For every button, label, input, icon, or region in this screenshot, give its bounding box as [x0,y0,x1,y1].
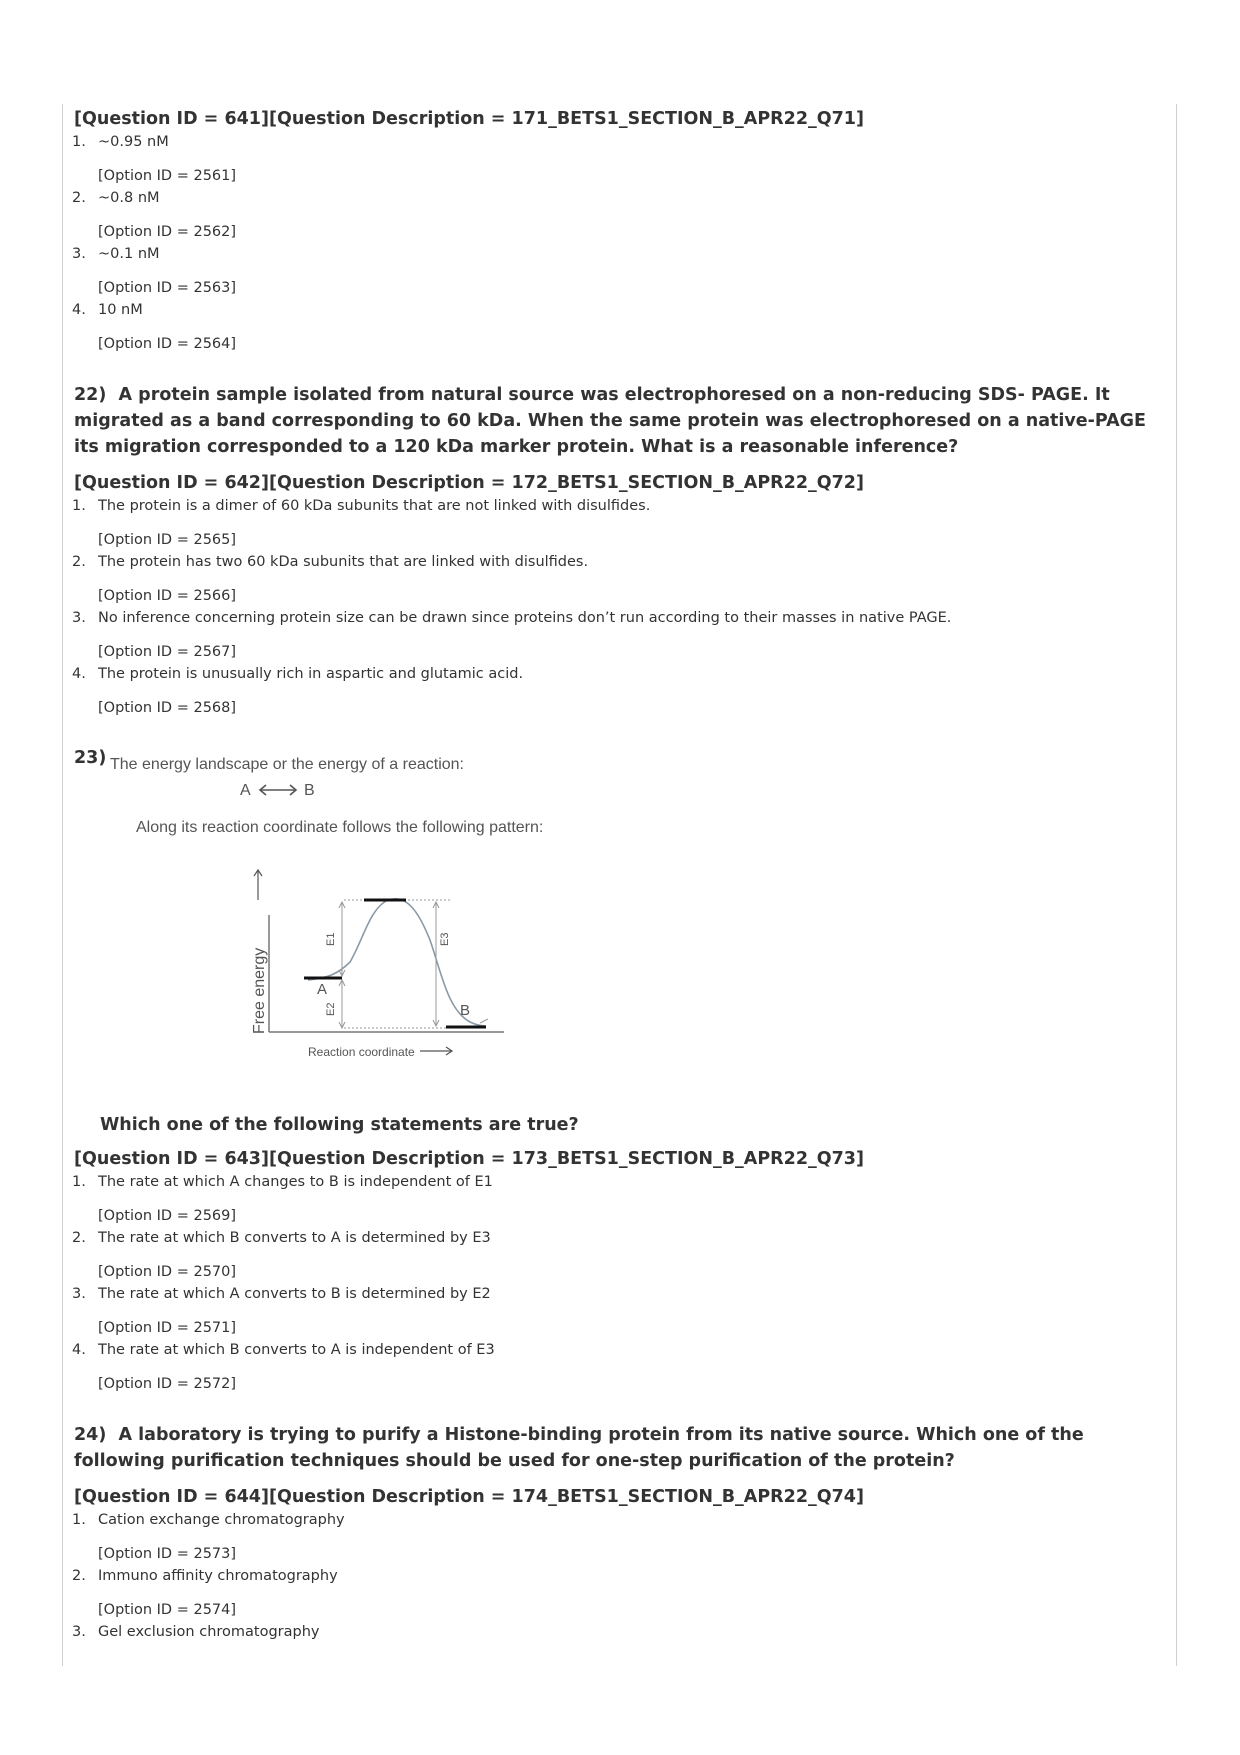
double-arrow-icon [260,785,296,795]
y-axis-arrow-icon [254,870,262,900]
question-id-line: [Question ID = 642][Question Description = 172_BETS1_SECTION_B_APR22_Q72] [74,473,864,493]
option-text: Immuno affinity chromatography [98,1568,338,1584]
question-24 [74,1422,1169,1642]
option-id: [Option ID = 2567] [98,644,237,660]
e3-label: E3 [439,932,451,946]
b-tick-mark [480,1019,488,1023]
option-list [74,1510,1169,1642]
option-id: [Option ID = 2568] [98,700,237,716]
question-figure-block [74,740,1169,1110]
e1-label: E1 [325,932,337,946]
e1-arrow [339,902,345,976]
option-id: [Option ID = 2561] [98,168,237,184]
option-item[interactable]: 3. The rate at which A converts to B is determined by E2 [Option ID = 2571] [72,1284,1169,1340]
option-list [74,496,1169,720]
option-text: The rate at which B converts to A is independent of E3 [98,1342,495,1358]
x-axis-arrow-icon [420,1047,452,1055]
option-id: [Option ID = 2565] [98,532,237,548]
option-item[interactable]: 2. The rate at which B converts to A is determined by E3 [Option ID = 2570] [72,1228,1169,1284]
question-id-line: [Question ID = 643][Question Description = 173_BETS1_SECTION_B_APR22_Q73] [74,1149,864,1169]
option-item[interactable]: 2. ~0.8 nM [Option ID = 2562] [72,188,1169,244]
option-item[interactable]: 1. Cation exchange chromatography [Option ID = 2573] [72,1510,1169,1566]
option-text: ~0.8 nM [98,190,160,206]
question-number: 24) [74,1425,107,1445]
figure-pattern-text: Along its reaction coordinate follows the following pattern: [136,819,544,836]
e2-arrow [339,980,345,1028]
option-id: [Option ID = 2572] [98,1376,237,1392]
question-text: 22) A protein sample isolated from natural source was electrophoresed on a non-reducing SDS- PAGE. It migrated as a band corresponding to 60 kDa. When the same protein was electrophoresed on a native-PAGE its migration corresponded to a 120 kDa marker protein. What is a reasonable inference? [74,385,1146,457]
option-text: The protein is a dimer of 60 kDa subunits that are not linked with disulfides. [98,498,651,514]
option-item[interactable]: 1. ~0.95 nM [Option ID = 2561] [72,132,1169,188]
option-item[interactable]: 1. The rate at which A changes to B is independent of E1 [Option ID = 2569] [72,1172,1169,1228]
question-id-line: [Question ID = 644][Question Description = 174_BETS1_SECTION_B_APR22_Q74] [74,1487,864,1507]
e2-label: E2 [325,1002,337,1016]
x-axis-label: Reaction coordinate [308,1045,415,1059]
question-number: 23) [74,748,107,768]
option-text: Gel exclusion chromatography [98,1624,320,1640]
option-item[interactable]: 3. ~0.1 nM [Option ID = 2563] [72,244,1169,300]
option-text: The protein is unusually rich in aspartic and glutamic acid. [98,666,524,682]
question-22 [74,382,1169,720]
state-a-label: A [317,981,328,998]
option-list [74,132,1169,356]
option-id: [Option ID = 2569] [98,1208,237,1224]
option-item[interactable]: 3. No inference concerning protein size can be drawn since proteins don’t run according to their masses in native PAGE. [Option ID = 2567] [72,608,1169,664]
option-text: No inference concerning protein size can be drawn since proteins don’t run according to their masses in native PAGE. [98,610,952,626]
option-id: [Option ID = 2570] [98,1264,237,1280]
option-id: [Option ID = 2564] [98,336,237,352]
option-id: [Option ID = 2574] [98,1602,237,1618]
question-id-line: [Question ID = 641][Question Description = 171_BETS1_SECTION_B_APR22_Q71] [74,109,864,129]
option-item[interactable]: 4. 10 nM [Option ID = 2564] [72,300,1169,356]
option-list [74,1172,1169,1396]
option-text: ~0.95 nM [98,134,169,150]
question-text: 24) A laboratory is trying to purify a Histone-binding protein from its native source. Which one of the following purification techniques should be used for one-step purification of the protein? [74,1425,1084,1471]
option-item[interactable]: 2. Immuno affinity chromatography [Option ID = 2574] [72,1566,1169,1622]
energy-profile-plot [251,870,504,1059]
option-text: ~0.1 nM [98,246,160,262]
question-23 [74,740,1169,1396]
option-item[interactable]: 1. The protein is a dimer of 60 kDa subunits that are not linked with disulfides. [Option ID = 2565] [72,496,1169,552]
option-text: The rate at which A changes to B is independent of E1 [98,1174,493,1190]
question-21 [74,106,1169,356]
option-text: The rate at which B converts to A is determined by E3 [98,1230,491,1246]
option-text: 10 nM [98,302,143,318]
option-id: [Option ID = 2571] [98,1320,237,1336]
option-id: [Option ID = 2563] [98,280,237,296]
option-text: The rate at which A converts to B is determined by E2 [98,1286,491,1302]
reaction-b: B [304,782,315,799]
state-b-label: B [460,1002,471,1019]
reaction-a: A [240,782,251,799]
option-item[interactable]: 4. The rate at which B converts to A is independent of E3 [Option ID = 2572] [72,1340,1169,1396]
question-number: 22) [74,385,107,405]
question-prompt: Which one of the following statements are true? [100,1115,579,1135]
option-id: [Option ID = 2562] [98,224,237,240]
option-text: Cation exchange chromatography [98,1512,345,1528]
option-item[interactable]: 3. Gel exclusion chromatography [72,1624,320,1640]
y-axis-label: Free energy [251,947,268,1034]
page-border-right [1176,104,1177,1666]
option-item[interactable]: 4. The protein is unusually rich in aspartic and glutamic acid. [Option ID = 2568] [72,664,1169,720]
page-border-left [62,104,63,1666]
energy-diagram-figure [108,740,628,1110]
figure-intro-text: The energy landscape or the energy of a reaction: [110,756,464,773]
option-item[interactable]: 2. The protein has two 60 kDa subunits that are linked with disulfides. [Option ID = 2566] [72,552,1169,608]
question-paper [74,104,1169,1642]
option-text: The protein has two 60 kDa subunits that are linked with disulfides. [98,554,589,570]
option-id: [Option ID = 2573] [98,1546,237,1562]
option-id: [Option ID = 2566] [98,588,237,604]
